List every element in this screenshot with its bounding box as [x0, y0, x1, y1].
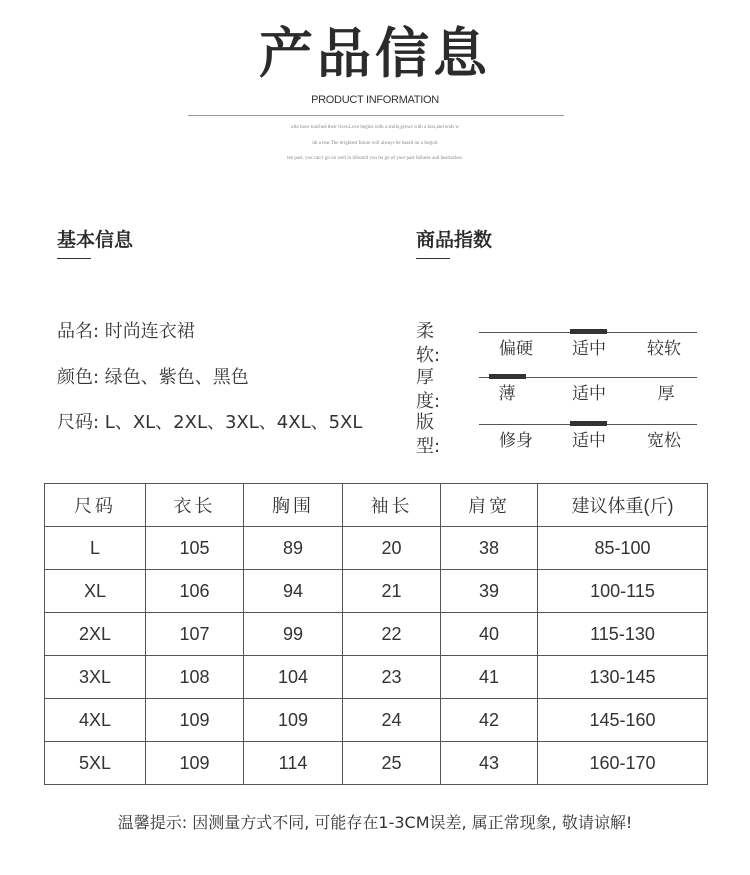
- table-cell: 114: [244, 742, 343, 785]
- table-cell: 40: [441, 613, 538, 656]
- table-cell: 38: [441, 527, 538, 570]
- size-table: [44, 483, 708, 785]
- table-cell: 22: [343, 613, 441, 656]
- table-header-row: [45, 484, 708, 527]
- table-cell: 160-170: [538, 742, 708, 785]
- index-option: 适中: [572, 431, 606, 451]
- table-header-cell: 衣长: [146, 484, 244, 527]
- table-cell: 42: [441, 699, 538, 742]
- table-cell: 2XL: [45, 613, 146, 656]
- table-cell: 145-160: [538, 699, 708, 742]
- table-cell: 104: [244, 656, 343, 699]
- index-option: 薄: [498, 384, 516, 404]
- index-option: 宽松: [647, 431, 681, 451]
- table-header-cell: 袖长: [343, 484, 441, 527]
- table-header-cell: 建议体重(斤): [538, 484, 708, 527]
- table-cell: 89: [244, 527, 343, 570]
- index-label: 版型:: [416, 412, 441, 457]
- product-index-underline: [416, 258, 450, 259]
- table-cell: 109: [146, 699, 244, 742]
- index-label: 柔软:: [416, 321, 441, 366]
- table-cell: 85-100: [538, 527, 708, 570]
- table-header-cell: 肩宽: [441, 484, 538, 527]
- index-selected-marker: [570, 329, 607, 334]
- table-row: [45, 613, 708, 656]
- table-cell: 109: [244, 699, 343, 742]
- table-cell: XL: [45, 570, 146, 613]
- table-row: [45, 742, 708, 785]
- table-cell: 130-145: [538, 656, 708, 699]
- table-cell: 106: [146, 570, 244, 613]
- table-row: [45, 656, 708, 699]
- table-row: [45, 570, 708, 613]
- table-header-cell: 尺码: [45, 484, 146, 527]
- title-divider: [188, 115, 564, 116]
- index-option: 较软: [647, 339, 681, 359]
- table-cell: 107: [146, 613, 244, 656]
- table-cell: 108: [146, 656, 244, 699]
- decorative-text-line: ith a tear.The brightest future will always be based on a forgott: [312, 141, 438, 146]
- table-cell: 115-130: [538, 613, 708, 656]
- table-cell: 105: [146, 527, 244, 570]
- decorative-text-line: ten past, you can’t go on well in lifeuntil you let go of your past failures and heartaches.: [287, 156, 463, 161]
- decorative-text-line: ulto have touched their lives.Love begins with a smile,grows with a kiss,and ends w: [290, 125, 460, 130]
- table-cell: 109: [146, 742, 244, 785]
- table-cell: 21: [343, 570, 441, 613]
- index-selected-marker: [489, 374, 526, 379]
- table-cell: 24: [343, 699, 441, 742]
- footer-note: 温馨提示: 因测量方式不同, 可能存在1-3CM误差, 属正常现象, 敬请谅解!: [117, 813, 633, 832]
- info-line-size: 尺码: L、XL、2XL、3XL、4XL、5XL: [57, 412, 363, 433]
- index-option: 修身: [499, 431, 533, 451]
- page-subtitle: PRODUCT INFORMATION: [311, 94, 439, 106]
- index-option: 适中: [572, 339, 606, 359]
- table-cell: 41: [441, 656, 538, 699]
- page-title: 产品信息: [259, 22, 491, 85]
- basic-info-heading: 基本信息: [57, 229, 134, 251]
- table-cell: L: [45, 527, 146, 570]
- product-index-heading: 商品指数: [416, 229, 493, 251]
- table-cell: 94: [244, 570, 343, 613]
- table-row: [45, 699, 708, 742]
- table-cell: 43: [441, 742, 538, 785]
- table-cell: 23: [343, 656, 441, 699]
- table-header-cell: 胸围: [244, 484, 343, 527]
- table-cell: 3XL: [45, 656, 146, 699]
- table-cell: 100-115: [538, 570, 708, 613]
- table-cell: 20: [343, 527, 441, 570]
- index-option: 适中: [572, 384, 606, 404]
- info-line-name: 品名: 时尚连衣裙: [57, 321, 195, 342]
- index-option: 厚: [657, 384, 675, 404]
- info-line-color: 颜色: 绿色、紫色、黑色: [57, 367, 249, 388]
- table-cell: 4XL: [45, 699, 146, 742]
- index-selected-marker: [570, 421, 607, 426]
- table-cell: 5XL: [45, 742, 146, 785]
- table-row: [45, 527, 708, 570]
- table-cell: 39: [441, 570, 538, 613]
- index-label: 厚度:: [416, 367, 441, 412]
- index-option: 偏硬: [499, 339, 533, 359]
- table-cell: 25: [343, 742, 441, 785]
- table-cell: 99: [244, 613, 343, 656]
- basic-info-underline: [57, 258, 91, 259]
